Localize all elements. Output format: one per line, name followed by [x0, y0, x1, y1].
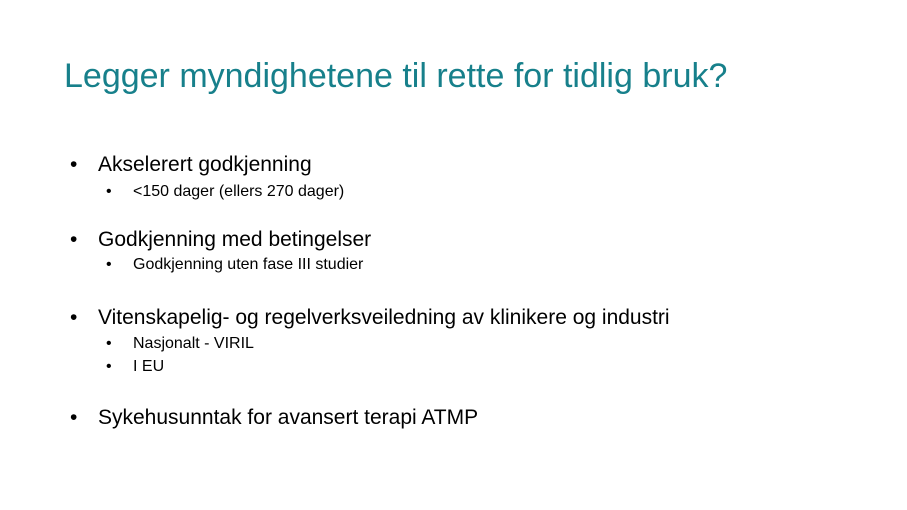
bullet-item: [70, 228, 371, 252]
bullet-text: Vitenskapelig- og regelverksveiledning av klinikere og industri: [98, 306, 670, 329]
sub-bullet-item: [106, 256, 363, 274]
bullet-item: [70, 406, 478, 430]
bullet-marker: •: [106, 183, 112, 200]
bullet-item: [70, 153, 312, 177]
bullet-marker: •: [106, 256, 112, 273]
bullet-marker: •: [106, 358, 112, 375]
bullet-marker: •: [70, 406, 78, 429]
bullet-marker: •: [70, 153, 78, 176]
bullet-marker: •: [70, 306, 78, 329]
bullet-text: Akselerert godkjenning: [98, 153, 312, 176]
bullet-marker: •: [70, 228, 78, 251]
bullet-text: Godkjenning med betingelser: [98, 228, 372, 251]
sub-bullet-text: Nasjonalt - VIRIL: [133, 335, 254, 352]
sub-bullet-text: <150 dager (ellers 270 dager): [133, 183, 345, 200]
sub-bullet-item: [106, 358, 164, 376]
bullet-text: Sykehusunntak for avansert terapi ATMP: [98, 406, 479, 429]
sub-bullet-item: [106, 335, 254, 353]
sub-bullet-text: Godkjenning uten fase III studier: [133, 256, 364, 273]
slide-title: Legger myndighetene til rette for tidlig bruk?: [64, 57, 728, 95]
bullet-item: [70, 306, 670, 330]
sub-bullet-text: I EU: [133, 358, 165, 375]
bullet-marker: •: [106, 335, 112, 352]
sub-bullet-item: [106, 183, 344, 201]
